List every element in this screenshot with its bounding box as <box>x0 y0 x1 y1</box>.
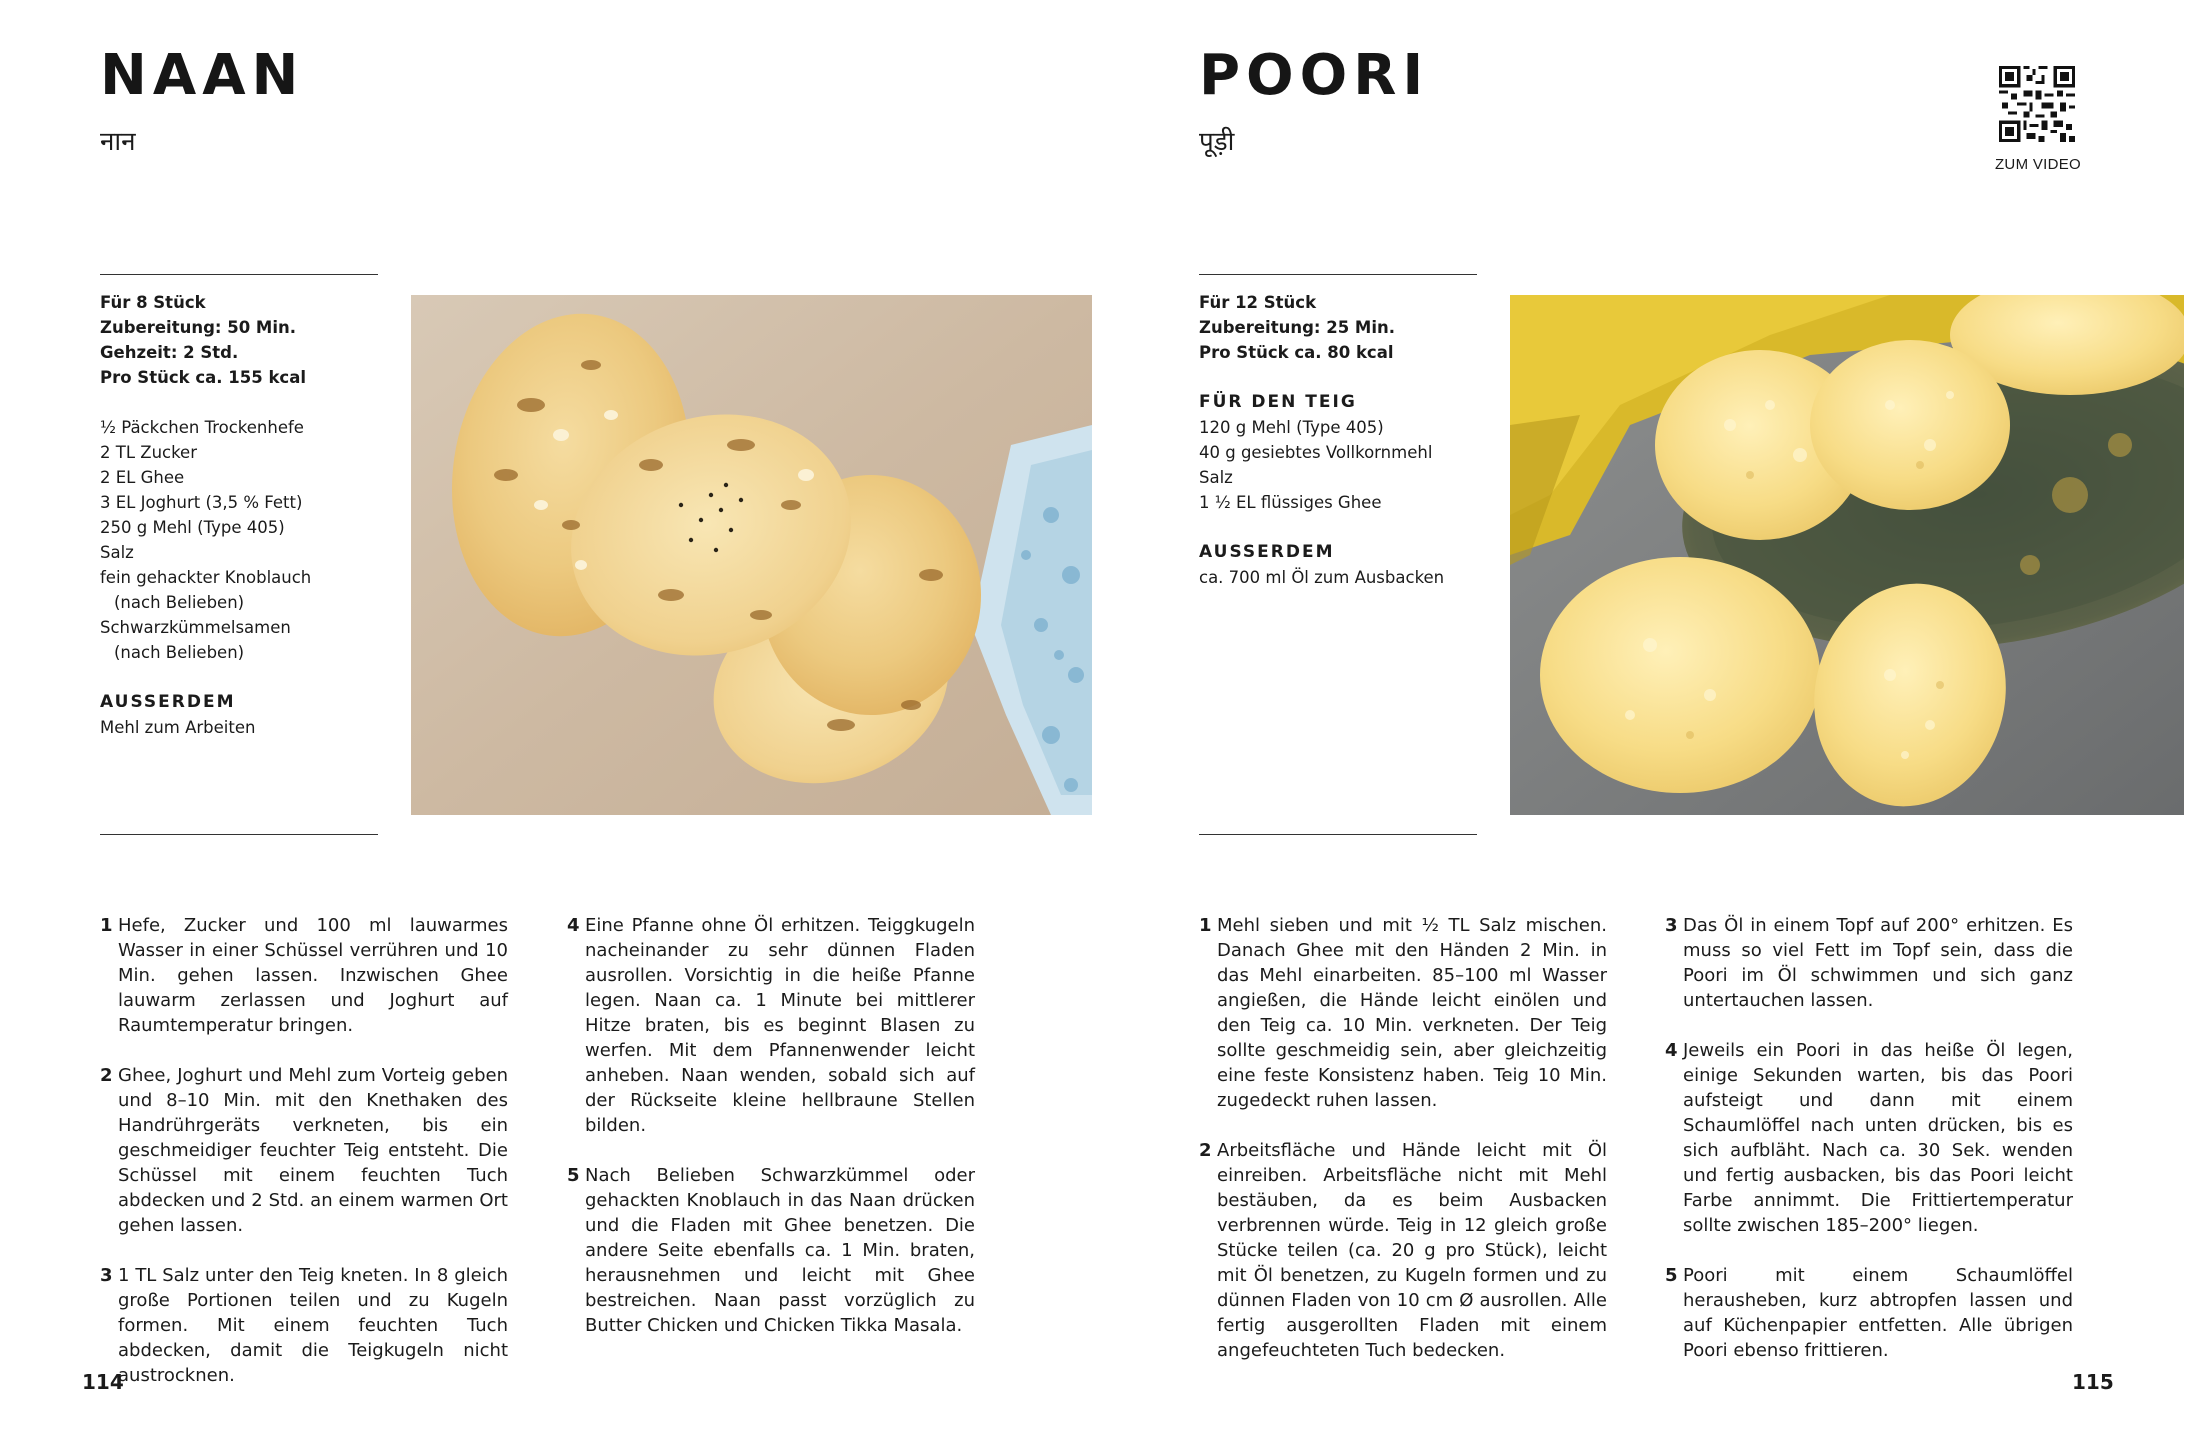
step-text: 1 TL Salz unter den Teig kneten. In 8 gleich große Portionen teilen und zu Kugeln formen. Mit einem feuchten Tuch abdecken, damit die Teigkugeln nicht austrocknen. <box>118 1265 508 1386</box>
poori-rule-top <box>1199 274 1477 275</box>
step-number: 3 <box>100 1265 113 1286</box>
poori-ingredient: 40 g gesiebtes Vollkornmehl <box>1199 443 1433 462</box>
naan-step <box>567 913 975 1138</box>
naan-prep-time: Zubereitung: 50 Min. <box>100 318 297 337</box>
naan-yield: Für 8 Stück <box>100 293 206 312</box>
poori-title: POORI <box>1199 43 1430 108</box>
poori-info <box>1199 290 1499 590</box>
poori-prep-time: Zubereitung: 25 Min. <box>1199 318 1396 337</box>
step-text: Das Öl in einem Topf auf 200° erhitzen. Es muss so viel Fett im Topf sein, dass die Poori im Öl schwimmen und sich ganz untertauchen lassen. <box>1683 915 2073 1011</box>
step-number: 4 <box>567 915 580 936</box>
poori-hindi-title: पूड़ी <box>1199 127 1235 157</box>
naan-steps-col-1 <box>100 913 508 1413</box>
naan-ingredient: Schwarzkümmelsamen <box>100 618 291 637</box>
naan-ingredient: 250 g Mehl (Type 405) <box>100 518 285 537</box>
right-page <box>1092 0 2184 1429</box>
poori-step <box>1665 1038 2073 1238</box>
poori-rule-bottom <box>1199 834 1477 835</box>
step-number: 1 <box>100 915 113 936</box>
step-number: 4 <box>1665 1040 1678 1061</box>
naan-rise-time: Gehzeit: 2 Std. <box>100 343 239 362</box>
poori-step <box>1665 1263 2073 1363</box>
naan-title: NAAN <box>100 43 305 108</box>
naan-ingredient: 2 EL Ghee <box>100 468 185 487</box>
poori-photo <box>1510 295 2184 815</box>
naan-ingredient: 2 TL Zucker <box>100 443 197 462</box>
step-text: Arbeitsfläche und Hände leicht mit Öl einreiben. Arbeitsfläche nicht mit Mehl bestäuben, da es beim Ausbacken verbrennen würde. Teig in 12 gleich große Stücke teilen (ca. 20 g pro Stück), leicht mit Öl benetzen, zu Kugeln formen und zu dünnen Fladen von 10 cm Ø ausrollen. Alle fertig ausgerollten Fladen mit einem angefeuchteten Tuch bedecken. <box>1217 1140 1607 1361</box>
naan-calories: Pro Stück ca. 155 kcal <box>100 368 306 387</box>
poori-dough-heading: FÜR DEN TEIG <box>1199 392 1357 412</box>
left-page <box>0 0 1092 1429</box>
poori-yield: Für 12 Stück <box>1199 293 1317 312</box>
step-number: 1 <box>1199 915 1212 936</box>
naan-extra-heading: AUSSERDEM <box>100 692 236 712</box>
poori-steps-col-1 <box>1199 913 1607 1388</box>
naan-step <box>100 1063 508 1238</box>
step-text: Nach Belieben Schwarzkümmel oder gehackten Knoblauch in das Naan drücken und die Fladen mit Ghee benetzen. Die andere Seite ebenfalls ca. 1 Min. braten, herausnehmen und leicht mit Ghee bestreichen. Naan passt vorzüglich zu Butter Chicken und Chicken Tikka Masala. <box>585 1165 975 1336</box>
poori-ingredient: 1 ½ EL flüssiges Ghee <box>1199 493 1382 512</box>
naan-rule-top <box>100 274 378 275</box>
qr-video-label[interactable]: ZUM VIDEO <box>1994 156 2082 173</box>
step-number: 2 <box>1199 1140 1212 1161</box>
poori-step <box>1199 913 1607 1113</box>
naan-ingredient: Salz <box>100 543 134 562</box>
naan-hindi-title: नान <box>100 127 136 157</box>
naan-step <box>567 1163 975 1338</box>
naan-ingredient: ½ Päckchen Trockenhefe <box>100 418 304 437</box>
qr-code-icon[interactable] <box>1999 66 2075 142</box>
step-text: Mehl sieben und mit ½ TL Salz mischen. Danach Ghee mit den Händen 2 Min. in das Mehl einarbeiten. 85–100 ml Wasser angießen, die Hände leicht einölen und den Teig ca. 10 Min. verkneten. Der Teig sollte geschmeidig sein, aber gleichzeitig eine feste Konsistenz haben. Teig 10 Min. zugedeckt ruhen lassen. <box>1217 915 1607 1111</box>
naan-steps-col-2 <box>567 913 975 1363</box>
naan-ingredient-note: (nach Belieben) <box>114 593 245 612</box>
poori-step <box>1665 913 2073 1013</box>
naan-photo <box>411 295 1092 815</box>
step-number: 2 <box>100 1065 113 1086</box>
step-text: Eine Pfanne ohne Öl erhitzen. Teiggkugeln nacheinander zu sehr dünnen Fladen ausrollen. Vorsichtig in die heiße Pfanne legen. Naan ca. 1 Minute bei mittlerer Hitze braten, bis es beginnt Blasen zu werfen. Mit dem Pfannenwender leicht anheben. Naan wenden, sobald sich auf der Rückseite kleine hellbraune Stellen bilden. <box>585 915 975 1136</box>
step-number: 5 <box>1665 1265 1678 1286</box>
poori-ingredient: 120 g Mehl (Type 405) <box>1199 418 1384 437</box>
poori-steps-col-2 <box>1665 913 2073 1388</box>
naan-step <box>100 1263 508 1388</box>
step-text: Jeweils ein Poori in das heiße Öl legen, einige Sekunden warten, bis das Poori aufsteigt und dann mit einem Schaumlöffel nach unten drücken, bis es sich aufbläht. Nach ca. 30 Sek. wenden und fertig ausbacken, bis das Poori leicht Farbe annimmt. Die Frittiertemperatur sollte zwischen 185–200° liegen. <box>1683 1040 2073 1236</box>
poori-extra-item: ca. 700 ml Öl zum Ausbacken <box>1199 568 1445 587</box>
naan-info <box>100 290 400 740</box>
naan-rule-bottom <box>100 834 378 835</box>
step-text: Hefe, Zucker und 100 ml lauwarmes Wasser in einer Schüssel verrühren und 10 Min. gehen lassen. Inzwischen Ghee lauwarm zerlassen und Joghurt auf Raumtemperatur bringen. <box>118 915 508 1036</box>
naan-ingredient-note: (nach Belieben) <box>114 643 245 662</box>
naan-extra-item: Mehl zum Arbeiten <box>100 718 256 737</box>
step-text: Ghee, Joghurt und Mehl zum Vorteig geben und 8–10 Min. mit den Knethaken des Handrührgeräts verkneten, bis ein geschmeidiger feuchter Teig entsteht. Die Schüssel mit einem feuchten Tuch abdecken und 2 Std. an einem warmen Ort gehen lassen. <box>118 1065 508 1236</box>
page-number-right: 115 <box>2072 1370 2114 1394</box>
step-text: Poori mit einem Schaumlöffel herausheben, kurz abtropfen lassen und auf Küchenpapier entfetten. Alle übrigen Poori ebenso frittieren. <box>1683 1265 2073 1361</box>
poori-extra-heading: AUSSERDEM <box>1199 542 1335 562</box>
naan-ingredient: 3 EL Joghurt (3,5 % Fett) <box>100 493 303 512</box>
naan-step <box>100 913 508 1038</box>
naan-ingredient: fein gehackter Knoblauch <box>100 568 312 587</box>
poori-calories: Pro Stück ca. 80 kcal <box>1199 343 1394 362</box>
poori-step <box>1199 1138 1607 1363</box>
poori-ingredient: Salz <box>1199 468 1233 487</box>
page-number-left: 114 <box>82 1370 124 1394</box>
step-number: 5 <box>567 1165 580 1186</box>
step-number: 3 <box>1665 915 1678 936</box>
